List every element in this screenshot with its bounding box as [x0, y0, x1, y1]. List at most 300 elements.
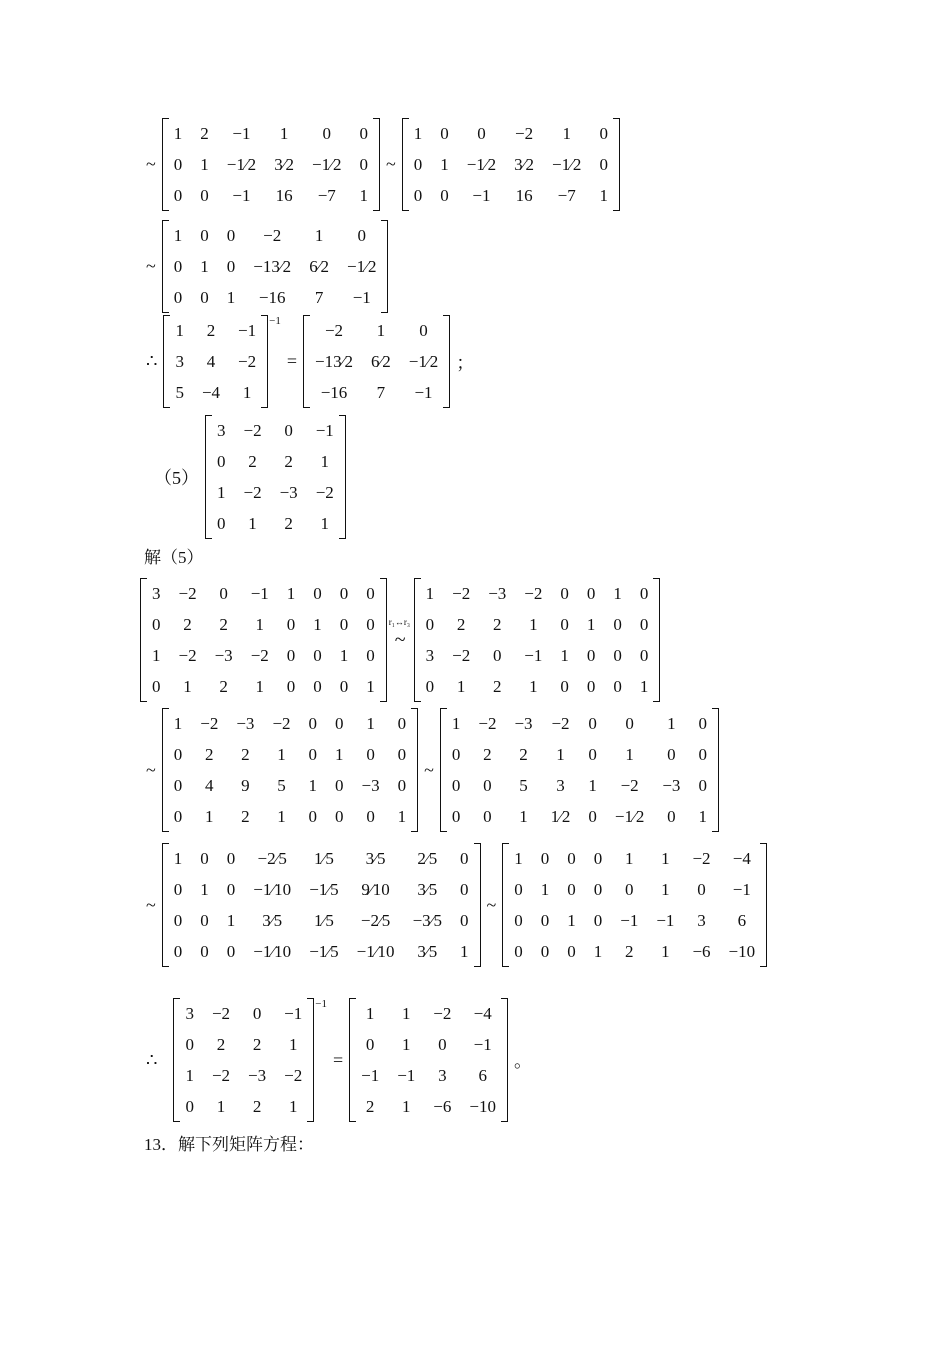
- matrix-row: [170, 874, 473, 905]
- matrix-cell: 1: [286, 583, 296, 603]
- matrix-cell: −3⁄5: [412, 910, 442, 930]
- matrix-cell: −1⁄2: [466, 154, 497, 174]
- matrix-cell: 1: [556, 744, 565, 764]
- matrix-cell: 0: [173, 256, 183, 276]
- row-swap-label: r₁↔r₃: [388, 616, 411, 627]
- matrix-cell: −2: [211, 1003, 231, 1023]
- matrix-cell: 2: [365, 1096, 375, 1116]
- matrix-row: [213, 415, 338, 446]
- matrix-cell: −1: [361, 1065, 380, 1085]
- matrix-cell: −2: [515, 123, 534, 143]
- matrix-cell: 6: [478, 1065, 487, 1085]
- matrix-cell: −4: [201, 382, 221, 402]
- matrix-cell: 0: [313, 583, 322, 603]
- matrix-cell: −1⁄10: [253, 941, 292, 961]
- matrix-cell: 3: [556, 775, 565, 795]
- matrix-cell: −1: [232, 123, 251, 143]
- matrix-cell: 1: [456, 676, 466, 696]
- matrix-cell: −1⁄10: [253, 879, 292, 899]
- matrix-cell: −2: [452, 645, 471, 665]
- matrix-cell: 1: [625, 848, 634, 868]
- step-1: [140, 578, 660, 702]
- matrix-cell: 0: [593, 879, 603, 899]
- matrix-cell: 1: [277, 806, 286, 826]
- matrix-cell: −2: [238, 351, 257, 371]
- matrix-cell: 6: [737, 910, 747, 930]
- matrix-row: [170, 936, 473, 967]
- matrix-cell: 0: [173, 185, 183, 205]
- matrix-cell: −2: [178, 645, 197, 665]
- matrix-cell: 5: [175, 382, 184, 402]
- matrix-cell: −2: [452, 583, 471, 603]
- matrix-cell: 0: [217, 513, 226, 533]
- matrix-cell: 0: [339, 614, 349, 634]
- matrix-cell: 0: [567, 941, 576, 961]
- matrix-cell: 0: [593, 910, 603, 930]
- matrix-cell: −1: [397, 1065, 416, 1085]
- matrix-cell: 3: [175, 351, 184, 371]
- matrix: [402, 118, 620, 211]
- matrix-cell: 1: [413, 123, 423, 143]
- matrix-cell: 1: [366, 713, 375, 733]
- matrix-cell: −1⁄10: [356, 941, 395, 961]
- matrix-cell: 0: [588, 806, 597, 826]
- matrix-cell: 2: [248, 451, 257, 471]
- matrix-cell: 1: [185, 1065, 194, 1085]
- matrix-row: [181, 1029, 306, 1060]
- matrix-cell: 0: [173, 744, 183, 764]
- matrix-cell: −2: [324, 320, 344, 340]
- matrix-cell: −2: [272, 713, 291, 733]
- matrix-cell: 1⁄5: [313, 910, 334, 930]
- matrix-cell: 1: [519, 806, 528, 826]
- matrix-cell: 0: [200, 848, 209, 868]
- matrix-cell: 4: [206, 351, 216, 371]
- matrix-cell: 1: [217, 482, 226, 502]
- matrix-cell: −1: [732, 879, 751, 899]
- matrix-cell: 0: [366, 614, 375, 634]
- matrix-row: [170, 118, 372, 149]
- matrix-cell: 0: [440, 123, 449, 143]
- matrix-cell: 1: [639, 676, 649, 696]
- matrix-row: [448, 770, 711, 801]
- matrix-cell: −3: [214, 645, 233, 665]
- matrix-cell: 0: [413, 185, 423, 205]
- matrix-row: [510, 905, 759, 936]
- matrix-cell: 1: [599, 185, 608, 205]
- matrix-row: [422, 671, 653, 702]
- matrix-cell: 0: [639, 583, 649, 603]
- matrix-row: [422, 640, 653, 671]
- matrix-cell: 0: [219, 583, 228, 603]
- matrix-cell: 0: [493, 645, 502, 665]
- matrix-cell: −3: [361, 775, 380, 795]
- matrix-cell: 1: [540, 879, 550, 899]
- matrix-cell: 1: [200, 879, 209, 899]
- matrix-cell: 0: [335, 775, 344, 795]
- matrix-cell: 3: [152, 583, 161, 603]
- matrix-cell: 0: [226, 225, 236, 245]
- matrix-cell: 0: [667, 744, 676, 764]
- matrix-cell: 0: [173, 941, 183, 961]
- matrix-cell: 0: [460, 848, 469, 868]
- matrix-cell: 1: [451, 713, 461, 733]
- matrix-cell: 2: [219, 676, 228, 696]
- matrix-row: [170, 149, 372, 180]
- matrix-cell: −10: [469, 1096, 496, 1116]
- matrix-cell: −3: [662, 775, 681, 795]
- matrix-cell: 0: [313, 645, 322, 665]
- matrix-row: [357, 1029, 500, 1060]
- matrix-cell: 1: [173, 123, 183, 143]
- matrix-cell: 0: [200, 225, 209, 245]
- matrix-cell: 2: [625, 941, 634, 961]
- matrix-row: [357, 998, 500, 1029]
- matrix-cell: 2: [519, 744, 528, 764]
- matrix-cell: 1: [366, 676, 375, 696]
- matrix-cell: −7: [557, 185, 576, 205]
- therefore-symbol: ∴: [146, 1049, 158, 1070]
- matrix-cell: 1: [397, 806, 407, 826]
- matrix-cell: 0: [599, 123, 608, 143]
- matrix-cell: 0: [540, 848, 550, 868]
- matrix-cell: −13⁄2: [315, 351, 353, 371]
- matrix-row: [357, 1091, 500, 1122]
- matrix-cell: 3⁄5: [262, 910, 283, 930]
- matrix-row: [148, 609, 379, 640]
- matrix-cell: 1: [661, 879, 670, 899]
- matrix-cell: 1: [560, 645, 569, 665]
- matrix-cell: 0: [613, 645, 622, 665]
- matrix-cell: 0: [397, 744, 407, 764]
- matrix-cell: −2: [620, 775, 639, 795]
- matrix-cell: 16: [515, 185, 533, 205]
- matrix-cell: 0: [173, 775, 183, 795]
- matrix-cell: −3: [236, 713, 255, 733]
- matrix-cell: 0: [339, 676, 349, 696]
- matrix-cell: 0: [425, 614, 435, 634]
- matrix-cell: 1: [460, 941, 469, 961]
- matrix-cell: 0: [425, 676, 435, 696]
- matrix-cell: 2: [219, 614, 228, 634]
- matrix-cell: −2: [315, 482, 334, 502]
- matrix-cell: −2: [250, 645, 269, 665]
- matrix-cell: 1: [216, 1096, 226, 1116]
- matrix-cell: 0: [586, 583, 596, 603]
- matrix-cell: 2: [200, 123, 209, 143]
- matrix-cell: 7: [314, 287, 324, 307]
- matrix-cell: −2⁄5: [360, 910, 391, 930]
- matrix-row: [510, 843, 759, 874]
- matrix-cell: 0: [514, 941, 523, 961]
- matrix-cell: 0: [173, 806, 183, 826]
- matrix-cell: 0: [226, 941, 236, 961]
- matrix-row: [171, 315, 260, 346]
- tilde: ~: [385, 154, 396, 174]
- matrix-cell: 1: [320, 451, 329, 471]
- matrix-cell: 0: [286, 614, 296, 634]
- matrix-cell: 1: [313, 614, 322, 634]
- step-3: [140, 843, 767, 967]
- matrix-row: [181, 998, 306, 1029]
- matrix-row: [170, 739, 410, 770]
- matrix-cell: 1: [514, 848, 523, 868]
- matrix-cell: 1: [335, 744, 344, 764]
- matrix-cell: 1: [529, 614, 538, 634]
- matrix-cell: 3: [217, 420, 226, 440]
- step-2: [140, 708, 719, 832]
- matrix-cell: 1: [255, 676, 264, 696]
- matrix-cell: 1: [314, 225, 324, 245]
- matrix-row: [213, 446, 338, 477]
- matrix-row: [311, 315, 442, 346]
- row-swap-operator: [387, 616, 414, 652]
- matrix-row: [170, 180, 372, 211]
- tilde: ~: [146, 759, 156, 780]
- matrix-cell: −1⁄2: [408, 351, 439, 371]
- matrix-cell: 0: [613, 676, 622, 696]
- matrix-row: [181, 1060, 306, 1091]
- problem-label: （5）: [154, 468, 199, 488]
- matrix-cell: 1: [661, 848, 670, 868]
- matrix: [205, 415, 346, 539]
- matrix-cell: −1: [472, 185, 491, 205]
- matrix-cell: −1⁄2: [552, 154, 582, 174]
- matrix-cell: 1: [226, 287, 236, 307]
- tilde: ~: [486, 894, 497, 915]
- matrix: [162, 220, 389, 313]
- matrix-cell: 0: [599, 154, 608, 174]
- augmented-matrix: [162, 843, 481, 967]
- matrix-cell: −1: [524, 645, 543, 665]
- matrix-cell: −1⁄2: [312, 154, 342, 174]
- matrix-cell: 0: [567, 848, 576, 868]
- matrix-cell: 2: [206, 320, 216, 340]
- matrix-cell: 1: [200, 154, 209, 174]
- matrix-cell: 0: [586, 645, 596, 665]
- matrix-cell: 0: [639, 614, 649, 634]
- matrix-cell: 0: [413, 154, 423, 174]
- matrix-cell: 0: [226, 848, 236, 868]
- matrix-cell: −2: [692, 848, 711, 868]
- matrix-cell: 1: [698, 806, 707, 826]
- matrix-cell: 0: [438, 1034, 447, 1054]
- matrix-cell: 2: [241, 806, 250, 826]
- matrix-cell: −4: [473, 1003, 492, 1023]
- matrix-cell: 0: [335, 806, 344, 826]
- matrix-cell: 4: [205, 775, 214, 795]
- matrix-cell: 0: [308, 806, 318, 826]
- matrix-cell: 0: [335, 713, 344, 733]
- matrix-cell: 0: [451, 744, 461, 764]
- matrix-cell: −1: [315, 420, 334, 440]
- matrix-cell: 0: [397, 713, 407, 733]
- matrix-cell: 0: [567, 879, 576, 899]
- matrix-cell: 1: [205, 806, 214, 826]
- tilde: ~: [394, 628, 406, 651]
- matrix-cell: 1: [613, 583, 622, 603]
- matrix-cell: 0: [339, 583, 349, 603]
- matrix-row: [148, 640, 379, 671]
- matrix-cell: −10: [728, 941, 756, 961]
- matrix-cell: 2⁄5: [417, 848, 438, 868]
- matrix-cell: 1: [402, 1003, 411, 1023]
- equals-sign: =: [286, 351, 298, 371]
- matrix-cell: 0: [200, 910, 209, 930]
- matrix-cell: 0: [322, 123, 331, 143]
- matrix-cell: −2: [200, 713, 219, 733]
- matrix-cell: 1: [661, 941, 670, 961]
- matrix-cell: 0: [308, 713, 318, 733]
- matrix-cell: −1: [238, 320, 257, 340]
- augmented-matrix: [414, 578, 661, 702]
- matrix-cell: 3: [438, 1065, 447, 1085]
- matrix-cell: −2: [211, 1065, 231, 1085]
- matrix-row: [170, 801, 410, 832]
- matrix-row: [448, 708, 711, 739]
- matrix-cell: 2: [493, 614, 502, 634]
- matrix-cell: 0: [152, 676, 161, 696]
- matrix: [173, 998, 314, 1122]
- matrix-cell: 0: [217, 451, 226, 471]
- matrix-cell: 2: [205, 744, 214, 764]
- matrix-cell: 1⁄2: [550, 806, 571, 826]
- matrix-cell: 0: [477, 123, 486, 143]
- matrix-row: [410, 118, 612, 149]
- matrix-cell: 0: [366, 645, 375, 665]
- matrix-cell: 0: [451, 806, 461, 826]
- matrix-cell: 2: [483, 744, 492, 764]
- matrix-cell: −1: [352, 287, 371, 307]
- matrix-cell: 3⁄5: [417, 941, 438, 961]
- matrix-cell: 2: [183, 614, 192, 634]
- matrix-cell: 0: [359, 123, 368, 143]
- matrix-cell: 1: [320, 513, 329, 533]
- matrix-row: [422, 578, 653, 609]
- matrix-cell: 2: [241, 744, 250, 764]
- matrix-row: [170, 251, 381, 282]
- matrix-cell: 1: [529, 676, 538, 696]
- matrix-cell: −1⁄2: [226, 154, 257, 174]
- matrix-row: [148, 671, 379, 702]
- matrix-cell: 0: [226, 256, 236, 276]
- matrix-cell: 6⁄2: [370, 351, 391, 371]
- matrix-cell: −1: [620, 910, 639, 930]
- matrix-row: [170, 905, 473, 936]
- matrix-cell: 0: [200, 287, 209, 307]
- matrix-cell: −2⁄5: [257, 848, 287, 868]
- tilde: ~: [146, 154, 156, 174]
- matrix-cell: −2: [284, 1065, 303, 1085]
- matrix-cell: −2: [178, 583, 197, 603]
- matrix-row: [510, 936, 759, 967]
- matrix-row: [170, 708, 410, 739]
- matrix-cell: 0: [698, 744, 707, 764]
- matrix-row: [148, 578, 379, 609]
- augmented-matrix: [502, 843, 767, 967]
- matrix-cell: 3: [697, 910, 706, 930]
- matrix-cell: 5: [277, 775, 286, 795]
- matrix-cell: 0: [173, 879, 183, 899]
- matrix-cell: −16: [320, 382, 348, 402]
- matrix-row: [311, 346, 442, 377]
- matrix-cell: 3⁄2: [514, 154, 534, 174]
- matrix-cell: −2: [524, 583, 543, 603]
- tilde: ~: [146, 256, 156, 276]
- matrix-cell: 1: [339, 645, 349, 665]
- inverse-result-4: [140, 315, 480, 408]
- matrix-cell: 0: [460, 879, 469, 899]
- tilde: ~: [146, 894, 156, 915]
- matrix-cell: −2: [551, 713, 570, 733]
- matrix-cell: 1: [376, 320, 386, 340]
- matrix-cell: 0: [357, 225, 366, 245]
- matrix-cell: −16: [258, 287, 286, 307]
- matrix-cell: −4: [732, 848, 751, 868]
- matrix-cell: 0: [483, 775, 492, 795]
- matrix-cell: −1: [656, 910, 675, 930]
- matrix-cell: 1: [226, 910, 236, 930]
- matrix-cell: 0: [173, 154, 183, 174]
- matrix-cell: 0: [514, 910, 523, 930]
- matrix-cell: 0: [667, 806, 676, 826]
- matrix-cell: −3: [279, 482, 298, 502]
- solution-label: 解（5）: [144, 548, 204, 567]
- matrix-cell: 0: [698, 713, 707, 733]
- matrix-cell: 5: [519, 775, 528, 795]
- matrix-cell: 1: [402, 1034, 411, 1054]
- matrix-cell: 3: [185, 1003, 194, 1023]
- matrix-cell: 0: [286, 645, 296, 665]
- matrix-cell: 0: [226, 879, 236, 899]
- matrix: [163, 315, 268, 408]
- matrix-cell: −1: [232, 185, 251, 205]
- matrix-cell: 0: [173, 910, 183, 930]
- matrix-cell: 0: [366, 744, 375, 764]
- matrix-cell: 0: [586, 676, 596, 696]
- matrix-row: [510, 874, 759, 905]
- matrix-row: [448, 801, 711, 832]
- matrix-cell: 2: [216, 1034, 226, 1054]
- matrix-cell: 0: [365, 1034, 375, 1054]
- matrix-cell: −1⁄2: [347, 256, 377, 276]
- matrix-cell: 1: [588, 775, 597, 795]
- matrix-cell: 1: [173, 713, 183, 733]
- matrix-row: [170, 843, 473, 874]
- matrix-cell: 1: [440, 154, 449, 174]
- matrix-cell: 0: [697, 879, 706, 899]
- matrix-cell: −13⁄2: [253, 256, 292, 276]
- matrix-cell: 1: [288, 1034, 298, 1054]
- matrix-cell: 1: [365, 1003, 375, 1023]
- matrix-cell: 2: [493, 676, 502, 696]
- row-2: [140, 220, 388, 313]
- matrix-cell: 0: [359, 154, 368, 174]
- matrix-cell: 0: [419, 320, 428, 340]
- matrix-cell: 1: [288, 1096, 298, 1116]
- matrix-cell: −1: [284, 1003, 303, 1023]
- matrix-row: [448, 739, 711, 770]
- matrix-cell: 7: [376, 382, 386, 402]
- matrix-cell: 0: [252, 1003, 262, 1023]
- matrix-cell: 1: [593, 941, 603, 961]
- matrix-cell: 0: [440, 185, 449, 205]
- matrix-cell: 1: [183, 676, 192, 696]
- matrix-cell: 9: [241, 775, 250, 795]
- matrix-cell: 0: [366, 806, 375, 826]
- matrix-cell: 0: [308, 744, 318, 764]
- matrix: [162, 118, 380, 211]
